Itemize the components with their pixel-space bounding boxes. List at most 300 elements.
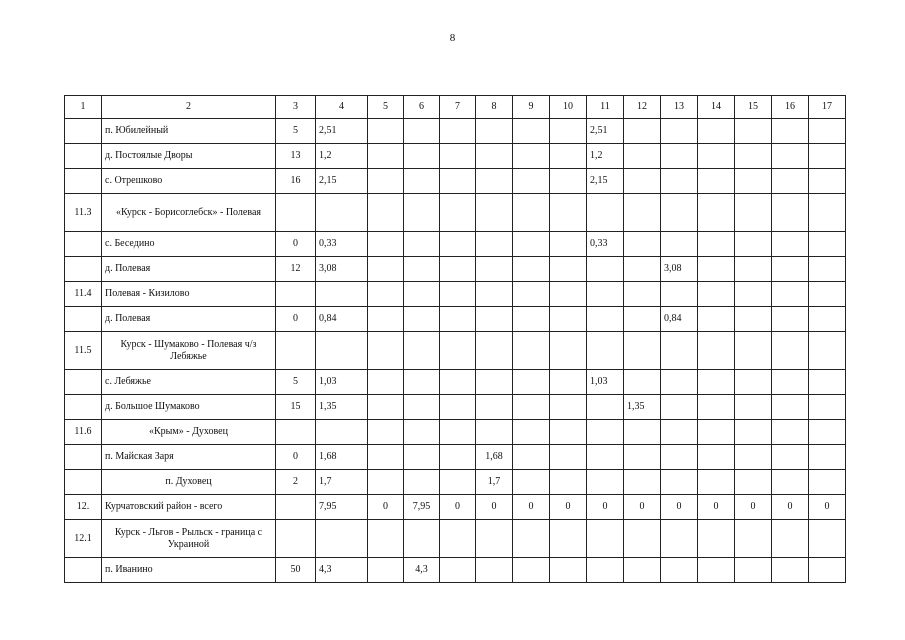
value-cell-col-13 <box>661 144 698 169</box>
value-cell-col-4: 7,95 <box>316 495 368 520</box>
value-cell-col-14 <box>698 520 735 558</box>
value-cell-col-7 <box>440 558 476 583</box>
value-cell-col-6 <box>404 257 440 282</box>
value-cell-col-17 <box>809 420 846 445</box>
value-cell-col-15 <box>735 445 772 470</box>
column-header-8: 8 <box>476 96 513 119</box>
value-cell-col-6 <box>404 144 440 169</box>
value-cell-col-17 <box>809 470 846 495</box>
value-cell-col-6 <box>404 169 440 194</box>
column-header-16: 16 <box>772 96 809 119</box>
value-cell-col-12 <box>624 370 661 395</box>
value-cell-col-16 <box>772 470 809 495</box>
row-number-cell: 11.3 <box>65 194 102 232</box>
value-cell-col-12 <box>624 470 661 495</box>
value-cell-col-16 <box>772 445 809 470</box>
value-cell-col-11 <box>587 520 624 558</box>
value-cell-col-16 <box>772 119 809 144</box>
value-cell-col-17 <box>809 370 846 395</box>
value-cell-col-10 <box>550 445 587 470</box>
table-row <box>65 558 846 583</box>
value-cell-col-12 <box>624 169 661 194</box>
value-cell-col-15 <box>735 370 772 395</box>
value-cell-col-3: 0 <box>276 232 316 257</box>
row-number-cell: 12.1 <box>65 520 102 558</box>
value-cell-col-11 <box>587 420 624 445</box>
value-cell-col-11: 1,2 <box>587 144 624 169</box>
value-cell-col-14 <box>698 558 735 583</box>
value-cell-col-5 <box>368 445 404 470</box>
table-row <box>65 332 846 370</box>
value-cell-col-6 <box>404 420 440 445</box>
value-cell-col-8 <box>476 232 513 257</box>
value-cell-col-17 <box>809 119 846 144</box>
value-cell-col-15 <box>735 169 772 194</box>
value-cell-col-12 <box>624 144 661 169</box>
table-row <box>65 395 846 420</box>
value-cell-col-8 <box>476 257 513 282</box>
value-cell-col-15 <box>735 470 772 495</box>
row-name-cell: п. Иванино <box>102 558 276 583</box>
row-name-cell: с. Отрешково <box>102 169 276 194</box>
value-cell-col-17 <box>809 144 846 169</box>
value-cell-col-10 <box>550 370 587 395</box>
value-cell-col-6 <box>404 470 440 495</box>
value-cell-col-9 <box>513 169 550 194</box>
value-cell-col-9 <box>513 520 550 558</box>
value-cell-col-4: 2,15 <box>316 169 368 194</box>
value-cell-col-9 <box>513 282 550 307</box>
value-cell-col-14 <box>698 307 735 332</box>
row-name-cell: д. Полевая <box>102 307 276 332</box>
value-cell-col-10 <box>550 420 587 445</box>
value-cell-col-3 <box>276 332 316 370</box>
value-cell-col-7 <box>440 520 476 558</box>
value-cell-col-11: 2,51 <box>587 119 624 144</box>
value-cell-col-8: 1,68 <box>476 445 513 470</box>
value-cell-col-3: 5 <box>276 370 316 395</box>
value-cell-col-11: 1,03 <box>587 370 624 395</box>
table-row <box>65 307 846 332</box>
value-cell-col-13 <box>661 194 698 232</box>
value-cell-col-5: 0 <box>368 495 404 520</box>
value-cell-col-12 <box>624 119 661 144</box>
value-cell-col-16 <box>772 420 809 445</box>
value-cell-col-4: 0,84 <box>316 307 368 332</box>
data-table <box>64 95 846 583</box>
value-cell-col-9 <box>513 395 550 420</box>
row-name-cell: с. Лебяжье <box>102 370 276 395</box>
value-cell-col-14 <box>698 395 735 420</box>
column-header-17: 17 <box>809 96 846 119</box>
value-cell-col-12 <box>624 520 661 558</box>
value-cell-col-16 <box>772 520 809 558</box>
value-cell-col-10 <box>550 282 587 307</box>
value-cell-col-15: 0 <box>735 495 772 520</box>
row-number-cell <box>65 370 102 395</box>
value-cell-col-11 <box>587 307 624 332</box>
column-header-6: 6 <box>404 96 440 119</box>
page-number: 8 <box>449 32 456 44</box>
value-cell-col-15 <box>735 194 772 232</box>
value-cell-col-17 <box>809 169 846 194</box>
row-number-cell: 11.4 <box>65 282 102 307</box>
value-cell-col-17 <box>809 307 846 332</box>
value-cell-col-13 <box>661 169 698 194</box>
value-cell-col-16 <box>772 232 809 257</box>
table-row <box>65 370 846 395</box>
table-row <box>65 445 846 470</box>
value-cell-col-9 <box>513 332 550 370</box>
row-number-cell: 12. <box>65 495 102 520</box>
value-cell-col-12 <box>624 232 661 257</box>
value-cell-col-9 <box>513 470 550 495</box>
value-cell-col-15 <box>735 307 772 332</box>
value-cell-col-11 <box>587 257 624 282</box>
value-cell-col-11: 0,33 <box>587 232 624 257</box>
value-cell-col-15 <box>735 332 772 370</box>
table-row <box>65 282 846 307</box>
value-cell-col-5 <box>368 370 404 395</box>
value-cell-col-15 <box>735 395 772 420</box>
value-cell-col-6 <box>404 119 440 144</box>
value-cell-col-3: 16 <box>276 169 316 194</box>
value-cell-col-6 <box>404 395 440 420</box>
value-cell-col-14 <box>698 370 735 395</box>
value-cell-col-16 <box>772 169 809 194</box>
value-cell-col-7 <box>440 332 476 370</box>
value-cell-col-17 <box>809 520 846 558</box>
value-cell-col-16 <box>772 257 809 282</box>
table-row <box>65 520 846 558</box>
row-number-cell <box>65 470 102 495</box>
value-cell-col-3 <box>276 282 316 307</box>
value-cell-col-15 <box>735 144 772 169</box>
value-cell-col-8 <box>476 395 513 420</box>
value-cell-col-6 <box>404 307 440 332</box>
table-row <box>65 420 846 445</box>
value-cell-col-10 <box>550 257 587 282</box>
column-header-4: 4 <box>316 96 368 119</box>
value-cell-col-14 <box>698 194 735 232</box>
row-number-cell <box>65 144 102 169</box>
row-name-cell: д. Постоялые Дворы <box>102 144 276 169</box>
value-cell-col-12 <box>624 332 661 370</box>
value-cell-col-14 <box>698 232 735 257</box>
value-cell-col-17 <box>809 257 846 282</box>
value-cell-col-15 <box>735 558 772 583</box>
value-cell-col-15 <box>735 282 772 307</box>
value-cell-col-16 <box>772 282 809 307</box>
value-cell-col-7: 0 <box>440 495 476 520</box>
row-name-cell: с. Беседино <box>102 232 276 257</box>
row-name-cell: «Крым» - Духовец <box>102 420 276 445</box>
value-cell-col-10 <box>550 169 587 194</box>
value-cell-col-5 <box>368 194 404 232</box>
value-cell-col-7 <box>440 194 476 232</box>
value-cell-col-13 <box>661 395 698 420</box>
value-cell-col-16 <box>772 194 809 232</box>
value-cell-col-9 <box>513 445 550 470</box>
row-number-cell <box>65 119 102 144</box>
value-cell-col-9 <box>513 232 550 257</box>
value-cell-col-9: 0 <box>513 495 550 520</box>
row-name-cell: п. Духовец <box>102 470 276 495</box>
value-cell-col-13 <box>661 282 698 307</box>
table-row <box>65 495 846 520</box>
column-header-10: 10 <box>550 96 587 119</box>
column-header-13: 13 <box>661 96 698 119</box>
value-cell-col-3: 0 <box>276 445 316 470</box>
value-cell-col-11 <box>587 445 624 470</box>
row-number-cell <box>65 257 102 282</box>
value-cell-col-4 <box>316 332 368 370</box>
row-number-cell <box>65 169 102 194</box>
row-number-cell <box>65 558 102 583</box>
row-name-cell: Курчатовский район - всего <box>102 495 276 520</box>
value-cell-col-14 <box>698 119 735 144</box>
value-cell-col-4: 0,33 <box>316 232 368 257</box>
value-cell-col-12 <box>624 558 661 583</box>
value-cell-col-15 <box>735 232 772 257</box>
value-cell-col-6 <box>404 232 440 257</box>
value-cell-col-13: 0,84 <box>661 307 698 332</box>
value-cell-col-10 <box>550 520 587 558</box>
value-cell-col-3: 2 <box>276 470 316 495</box>
value-cell-col-16 <box>772 332 809 370</box>
value-cell-col-7 <box>440 395 476 420</box>
value-cell-col-17 <box>809 282 846 307</box>
column-header-7: 7 <box>440 96 476 119</box>
value-cell-col-4: 1,35 <box>316 395 368 420</box>
value-cell-col-8 <box>476 119 513 144</box>
value-cell-col-6 <box>404 370 440 395</box>
value-cell-col-12 <box>624 445 661 470</box>
value-cell-col-7 <box>440 282 476 307</box>
value-cell-col-8 <box>476 332 513 370</box>
value-cell-col-16 <box>772 370 809 395</box>
row-number-cell: 11.6 <box>65 420 102 445</box>
value-cell-col-14 <box>698 445 735 470</box>
value-cell-col-5 <box>368 420 404 445</box>
value-cell-col-4 <box>316 194 368 232</box>
column-header-12: 12 <box>624 96 661 119</box>
table-row <box>65 194 846 232</box>
row-name-cell: д. Большое Шумаково <box>102 395 276 420</box>
value-cell-col-14 <box>698 169 735 194</box>
table-row <box>65 119 846 144</box>
value-cell-col-10 <box>550 232 587 257</box>
value-cell-col-9 <box>513 144 550 169</box>
value-cell-col-8 <box>476 307 513 332</box>
row-number-cell <box>65 445 102 470</box>
value-cell-col-9 <box>513 558 550 583</box>
value-cell-col-7 <box>440 257 476 282</box>
value-cell-col-8: 0 <box>476 495 513 520</box>
value-cell-col-11: 2,15 <box>587 169 624 194</box>
value-cell-col-12 <box>624 307 661 332</box>
value-cell-col-5 <box>368 144 404 169</box>
value-cell-col-4: 4,3 <box>316 558 368 583</box>
value-cell-col-8 <box>476 520 513 558</box>
column-header-9: 9 <box>513 96 550 119</box>
value-cell-col-3: 0 <box>276 307 316 332</box>
value-cell-col-9 <box>513 194 550 232</box>
value-cell-col-14 <box>698 470 735 495</box>
table-body <box>65 119 846 583</box>
value-cell-col-10 <box>550 395 587 420</box>
value-cell-col-10 <box>550 307 587 332</box>
value-cell-col-12 <box>624 257 661 282</box>
value-cell-col-7 <box>440 470 476 495</box>
value-cell-col-4: 3,08 <box>316 257 368 282</box>
value-cell-col-5 <box>368 520 404 558</box>
row-name-cell: «Курск - Борисоглебск» - Полевая <box>102 194 276 232</box>
table-row <box>65 144 846 169</box>
value-cell-col-15 <box>735 257 772 282</box>
row-name-cell: Полевая - Кизилово <box>102 282 276 307</box>
value-cell-col-5 <box>368 470 404 495</box>
value-cell-col-14: 0 <box>698 495 735 520</box>
value-cell-col-4 <box>316 420 368 445</box>
value-cell-col-3 <box>276 420 316 445</box>
value-cell-col-3: 15 <box>276 395 316 420</box>
value-cell-col-6: 7,95 <box>404 495 440 520</box>
value-cell-col-7 <box>440 445 476 470</box>
value-cell-col-17 <box>809 232 846 257</box>
value-cell-col-16 <box>772 144 809 169</box>
value-cell-col-8 <box>476 558 513 583</box>
value-cell-col-12 <box>624 282 661 307</box>
value-cell-col-16: 0 <box>772 495 809 520</box>
value-cell-col-12: 0 <box>624 495 661 520</box>
value-cell-col-12: 1,35 <box>624 395 661 420</box>
value-cell-col-4: 1,68 <box>316 445 368 470</box>
value-cell-col-9 <box>513 119 550 144</box>
value-cell-col-13: 3,08 <box>661 257 698 282</box>
value-cell-col-13 <box>661 520 698 558</box>
column-header-5: 5 <box>368 96 404 119</box>
value-cell-col-9 <box>513 307 550 332</box>
row-number-cell <box>65 307 102 332</box>
value-cell-col-6 <box>404 520 440 558</box>
value-cell-col-3: 13 <box>276 144 316 169</box>
value-cell-col-5 <box>368 307 404 332</box>
value-cell-col-7 <box>440 144 476 169</box>
value-cell-col-17 <box>809 445 846 470</box>
column-header-14: 14 <box>698 96 735 119</box>
value-cell-col-13 <box>661 332 698 370</box>
value-cell-col-7 <box>440 169 476 194</box>
value-cell-col-3 <box>276 520 316 558</box>
column-header-1: 1 <box>65 96 102 119</box>
value-cell-col-14 <box>698 257 735 282</box>
table-row <box>65 470 846 495</box>
value-cell-col-14 <box>698 282 735 307</box>
value-cell-col-5 <box>368 395 404 420</box>
value-cell-col-6: 4,3 <box>404 558 440 583</box>
value-cell-col-5 <box>368 282 404 307</box>
value-cell-col-4: 1,2 <box>316 144 368 169</box>
value-cell-col-17 <box>809 332 846 370</box>
table-row <box>65 169 846 194</box>
value-cell-col-4 <box>316 282 368 307</box>
column-header-15: 15 <box>735 96 772 119</box>
value-cell-col-10 <box>550 470 587 495</box>
row-name-cell: д. Полевая <box>102 257 276 282</box>
value-cell-col-3: 50 <box>276 558 316 583</box>
value-cell-col-16 <box>772 307 809 332</box>
row-name-cell: п. Юбилейный <box>102 119 276 144</box>
value-cell-col-3 <box>276 194 316 232</box>
row-number-cell <box>65 232 102 257</box>
value-cell-col-13 <box>661 119 698 144</box>
value-cell-col-14 <box>698 332 735 370</box>
value-cell-col-5 <box>368 257 404 282</box>
value-cell-col-5 <box>368 169 404 194</box>
value-cell-col-9 <box>513 420 550 445</box>
value-cell-col-17 <box>809 194 846 232</box>
value-cell-col-10 <box>550 144 587 169</box>
value-cell-col-6 <box>404 332 440 370</box>
value-cell-col-5 <box>368 119 404 144</box>
value-cell-col-10: 0 <box>550 495 587 520</box>
value-cell-col-4: 1,7 <box>316 470 368 495</box>
table-header-row <box>65 96 846 119</box>
value-cell-col-10 <box>550 194 587 232</box>
value-cell-col-9 <box>513 370 550 395</box>
value-cell-col-13 <box>661 232 698 257</box>
value-cell-col-11: 0 <box>587 495 624 520</box>
value-cell-col-13 <box>661 420 698 445</box>
value-cell-col-10 <box>550 558 587 583</box>
value-cell-col-17 <box>809 395 846 420</box>
value-cell-col-6 <box>404 445 440 470</box>
value-cell-col-12 <box>624 194 661 232</box>
value-cell-col-11 <box>587 282 624 307</box>
value-cell-col-13 <box>661 445 698 470</box>
value-cell-col-7 <box>440 119 476 144</box>
value-cell-col-14 <box>698 144 735 169</box>
value-cell-col-17: 0 <box>809 495 846 520</box>
value-cell-col-7 <box>440 370 476 395</box>
value-cell-col-17 <box>809 558 846 583</box>
value-cell-col-8 <box>476 282 513 307</box>
value-cell-col-8 <box>476 144 513 169</box>
value-cell-col-15 <box>735 420 772 445</box>
value-cell-col-16 <box>772 395 809 420</box>
value-cell-col-8 <box>476 169 513 194</box>
column-header-2: 2 <box>102 96 276 119</box>
value-cell-col-12 <box>624 420 661 445</box>
value-cell-col-11 <box>587 470 624 495</box>
value-cell-col-5 <box>368 232 404 257</box>
value-cell-col-16 <box>772 558 809 583</box>
value-cell-col-11 <box>587 194 624 232</box>
value-cell-col-7 <box>440 420 476 445</box>
value-cell-col-5 <box>368 332 404 370</box>
value-cell-col-8 <box>476 420 513 445</box>
value-cell-col-7 <box>440 232 476 257</box>
value-cell-col-4: 2,51 <box>316 119 368 144</box>
value-cell-col-4 <box>316 520 368 558</box>
value-cell-col-9 <box>513 257 550 282</box>
value-cell-col-7 <box>440 307 476 332</box>
value-cell-col-3 <box>276 495 316 520</box>
row-name-cell: Курск - Шумаково - Полевая ч/з Лебяжье <box>102 332 276 370</box>
value-cell-col-15 <box>735 520 772 558</box>
value-cell-col-13 <box>661 470 698 495</box>
